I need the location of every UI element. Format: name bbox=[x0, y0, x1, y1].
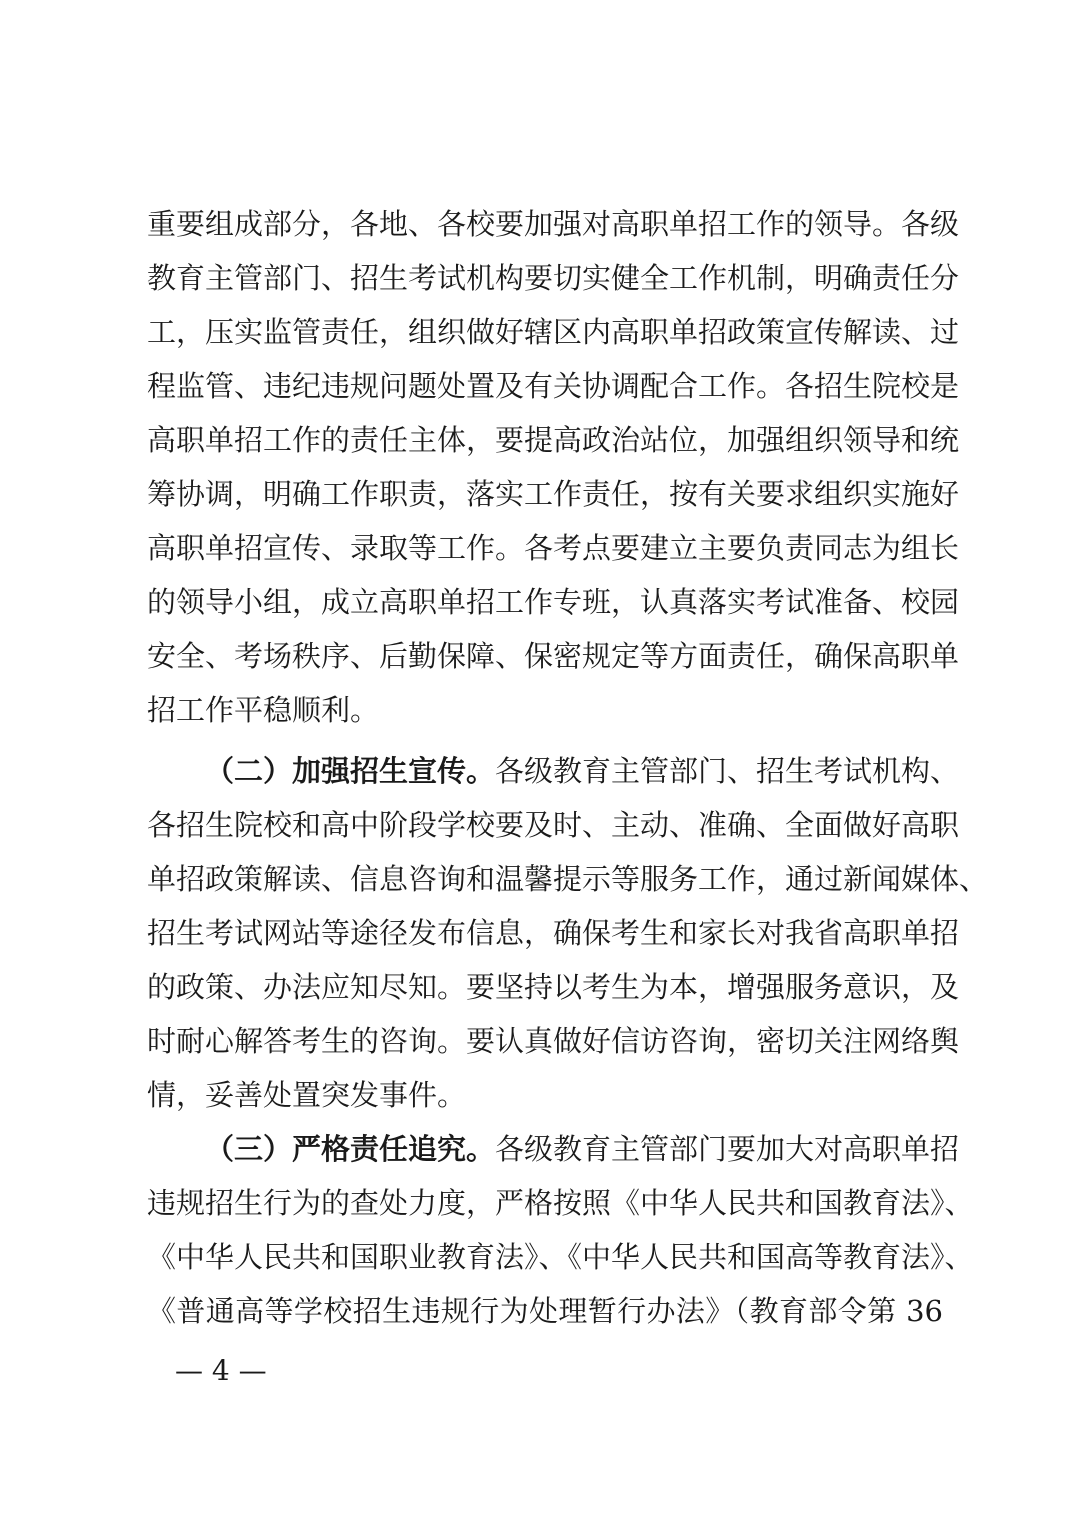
body-line: 《中华人民共和国职业教育法》、《中华人民共和国高等教育法》、 bbox=[147, 1240, 974, 1274]
section-2-first-line-text: 各级教育主管部门、招生考试机构、 bbox=[495, 754, 960, 788]
body-line: 招生考试网站等途径发布信息，确保考生和家长对我省高职单招 bbox=[147, 916, 960, 950]
body-line: 单招政策解读、信息咨询和温馨提示等服务工作，通过新闻媒体、 bbox=[147, 862, 989, 896]
body-line: 程监管、违纪违规问题处置及有关协调配合工作。各招生院校是 bbox=[147, 369, 960, 403]
body-line: 安全、考场秩序、后勤保障、保密规定等方面责任，确保高职单 bbox=[147, 639, 960, 673]
body-line: 情，妥善处置突发事件。 bbox=[147, 1078, 467, 1112]
body-line: 《普通高等学校招生违规行为处理暂行办法》（教育部令第 36 bbox=[147, 1294, 943, 1328]
body-line: 重要组成部分，各地、各校要加强对高职单招工作的领导。各级 bbox=[147, 207, 960, 241]
body-line: 各招生院校和高中阶段学校要及时、主动、准确、全面做好高职 bbox=[147, 808, 960, 842]
body-line: 违规招生行为的查处力度，严格按照《中华人民共和国教育法》、 bbox=[147, 1186, 974, 1220]
section-3-heading: （三）严格责任追究。 bbox=[205, 1132, 496, 1166]
body-line: 高职单招宣传、录取等工作。各考点要建立主要负责同志为组长 bbox=[147, 531, 960, 565]
body-line: 高职单招工作的责任主体，要提高政治站位，加强组织领导和统 bbox=[147, 423, 960, 457]
body-line: 招工作平稳顺利。 bbox=[147, 693, 380, 727]
section-2-first-line bbox=[205, 752, 960, 790]
section-2-heading: （二）加强招生宣传。 bbox=[205, 754, 496, 788]
body-line: 时耐心解答考生的咨询。要认真做好信访咨询，密切关注网络舆 bbox=[147, 1024, 960, 1058]
body-line: 教育主管部门、招生考试机构要切实健全工作机制，明确责任分 bbox=[147, 261, 960, 295]
section-3-first-line-text: 各级教育主管部门要加大对高职单招 bbox=[495, 1132, 960, 1166]
section-3-first-line bbox=[205, 1130, 960, 1168]
body-line: 筹协调，明确工作职责，落实工作责任，按有关要求组织实施好 bbox=[147, 477, 960, 511]
page-number: — 4 — bbox=[175, 1354, 267, 1387]
body-line: 的领导小组，成立高职单招工作专班，认真落实考试准备、校园 bbox=[147, 585, 960, 619]
body-line: 工，压实监管责任，组织做好辖区内高职单招政策宣传解读、过 bbox=[147, 315, 960, 349]
body-line: 的政策、办法应知尽知。要坚持以考生为本，增强服务意识，及 bbox=[147, 970, 960, 1004]
